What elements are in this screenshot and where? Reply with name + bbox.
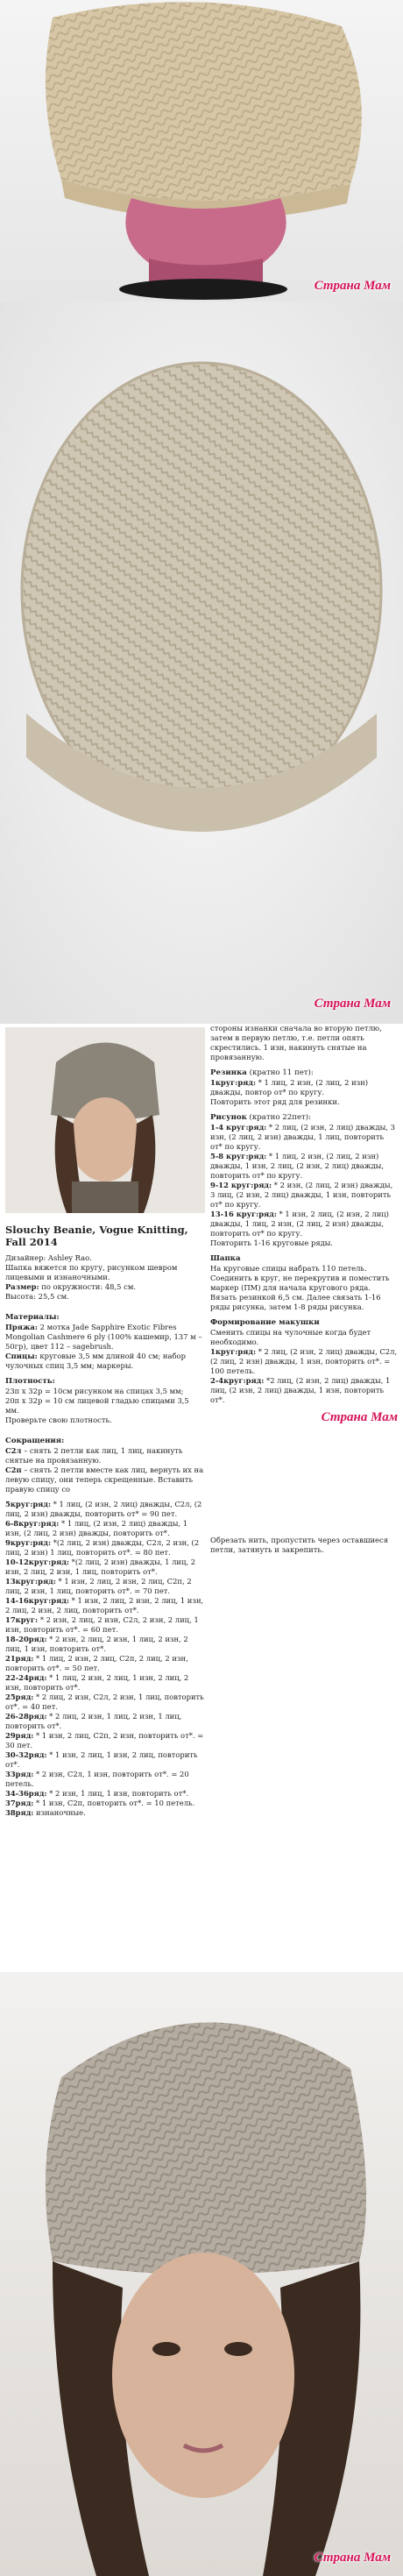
row-label: 18-20ряд: — [5, 1635, 47, 1643]
row-text: * 1 лиц, 2 изн, (2 лиц, 2 изн) дважды, 1 изн, 2 лиц, (2 изн, 2 лиц) дважды, повторить от* по кругу. — [210, 1152, 384, 1180]
row-instruction — [5, 1615, 205, 1635]
watermark-1: Страна Мам — [314, 279, 391, 293]
crown-text: Сменить спицы на чулочные когда будет необходимо. — [210, 1328, 371, 1346]
row-text: * 2 изн, С2л, 1 изн, повторить от*. = 20 петель. — [5, 1770, 189, 1788]
row-text: * 1 изн, 2 лиц, 2 изн, 2 лиц, С2п, 2 лиц, 2 изн, 1 лиц, повторить от*. = 70 пет. — [5, 1577, 192, 1595]
gauge-heading: Плотность: — [5, 1377, 55, 1386]
rib-row: 1круг:ряд: * 1 лиц, 2 изн, (2 лиц, 2 изн) дважды, повтор от* по кругу. — [210, 1078, 369, 1096]
row-text: * 1 лиц, (2 изн, 2 лиц) дважды, 1 изн, (2 лиц, 2 изн) дважды, повторить от*. — [5, 1519, 188, 1537]
row-instruction — [5, 1519, 205, 1538]
row-text: *(2 лиц, 2 изн) дважды, 1 лиц, 2 изн, 2 лиц, 2 изн, 1 лиц, повторить от*. — [5, 1558, 196, 1576]
designer: Дизайнер: Ashley Rao. — [5, 1253, 92, 1262]
row-label: 17круг: — [5, 1615, 39, 1624]
row-label: 34-36ряд: — [5, 1789, 47, 1798]
needles-line: Спицы: круговые 3,5 мм длиной 40 см; набор чулочных спиц 3,5 мм; маркеры. — [5, 1352, 186, 1370]
row-label: 13-16 круг:ряд: — [210, 1210, 277, 1218]
row-instruction — [5, 1596, 205, 1615]
row-instruction — [5, 1500, 205, 1519]
gauge-3: Проверьте свою плотность. — [5, 1416, 112, 1424]
pattern-left-column — [5, 1220, 205, 1818]
row-label: 5-8 круг:ряд: — [210, 1152, 267, 1160]
pattern-rows — [210, 1123, 398, 1238]
row-instruction — [5, 1789, 205, 1799]
row-text: *2 лиц, (2 изн, 2 лиц) дважды, 1 лиц, (2 изн, 2 лиц) дважды, 1 изн, повторить от*. — [210, 1376, 391, 1404]
row-text: * 2 изн, 1 лиц, 1 изн, повторить от*. — [46, 1789, 189, 1798]
row-instruction — [5, 1673, 205, 1692]
pattern-page — [0, 1024, 403, 1972]
photo-beanie-crown — [0, 302, 403, 1024]
watermark-4: Страна Мам — [314, 2551, 391, 2565]
row-text: * 2 лиц, 2 изн, С2л, 2 изн, 1 лиц, повторить от*. = 40 пет. — [5, 1692, 204, 1711]
row-instruction — [210, 1181, 398, 1210]
row-instruction — [5, 1808, 205, 1818]
watermark-2: Страна Мам — [314, 997, 391, 1011]
row-label: 5круг:ряд: — [5, 1500, 52, 1508]
row-instruction — [5, 1770, 205, 1789]
row-instruction — [5, 1692, 205, 1712]
size-line: Размер: по окружности: 48,5 см. — [5, 1282, 137, 1291]
row-text: * 1 изн, 2 лиц, С2п, 2 изн, повторить от*. = 30 пет. — [5, 1731, 204, 1749]
row-text: * 1 изн, С2п, повторить от*. = 10 петель. — [33, 1799, 195, 1807]
hat-heading: Шапка — [210, 1254, 241, 1263]
row-instruction — [5, 1635, 205, 1654]
photo-model — [5, 1027, 205, 1213]
row-label: 14-16круг:ряд: — [5, 1596, 69, 1605]
rib-repeat: Повторить этот ряд для резинки. — [210, 1097, 340, 1106]
row-label: 22-24ряд: — [5, 1673, 47, 1682]
row-instruction — [5, 1538, 205, 1558]
row-label: 38ряд: — [5, 1808, 34, 1817]
height-line: Высота: 25,5 см. — [5, 1292, 69, 1301]
finish-text: Обрезать нить, пропустить через оставшиеся петли, затянуть и закрепить. — [210, 1536, 388, 1554]
row-instruction — [5, 1750, 205, 1770]
row-text: * 1 лиц, (2 изн, 2 лиц) дважды, С2л, (2 лиц, 2 изн) дважды, повторить от* = 90 пет. — [5, 1500, 202, 1518]
row-text: изнаночные. — [33, 1808, 86, 1817]
row-text: * 1 изн, 2 лиц, 2 изн, 2 лиц, 1 изн, 2 лиц, 2 изн, 2 лиц, повторить от*. — [5, 1596, 204, 1614]
row-instruction — [5, 1577, 205, 1596]
continued-text: стороны изнанки сначала во вторую петлю, затем в первую петлю, т.е. петли опять скрестились. 1 изн, накинуть снятые на провязанную. — [210, 1024, 382, 1061]
row-label: 1круг:ряд: — [210, 1347, 257, 1356]
row-label: 33ряд: — [5, 1770, 34, 1778]
row-label: 21ряд: — [5, 1654, 34, 1663]
watermark-3: Страна Мам — [321, 1410, 398, 1424]
row-label: 9-12 круг:ряд: — [210, 1181, 272, 1189]
row-instruction — [5, 1654, 205, 1673]
row-text: * 1 изн, 2 лиц, (2 изн, 2 лиц) дважды, 1 лиц, 2 изн, (2 лиц, 2 изн) дважды, повторить от* по кругу. — [210, 1210, 389, 1238]
row-text: * 2 изн, 2 лиц, 2 изн, 1 лиц, 2 изн, 2 лиц, 1 изн, повторить от*. — [5, 1635, 188, 1653]
pattern-heading: Рисунок (кратно 22пет): — [210, 1113, 312, 1122]
row-text: * 2 изн, 2 лиц, 2 изн, С2л, 2 изн, 2 лиц, 1 изн, повторить от*. = 60 пет. — [5, 1615, 199, 1634]
row-instruction — [5, 1799, 205, 1808]
row-text: * 1 изн, 2 лиц, 1 изн, 2 лиц, повторить от*. — [5, 1750, 198, 1769]
row-text: * 2 лиц, (2 изн, 2 лиц) дважды, С2л, (2 лиц, 2 изн) дважды, 1 изн, повторить от*. = 100 петель. — [210, 1347, 398, 1375]
pattern-title: Slouchy Beanie, Vogue Knitting, Fall 2014 — [5, 1224, 188, 1248]
photo-model-wearing — [0, 1972, 403, 2576]
crown-rows — [210, 1347, 398, 1405]
rib-heading: Резинка (кратно 11 пет): — [210, 1068, 314, 1077]
abbr-c2l: С2п – снять 2 петли вместе как лиц, вернуть их на левую спицу, они теперь скрещенные. Вставить правую спицу со — [5, 1465, 204, 1494]
row-instruction — [210, 1123, 398, 1152]
intro: Шапка вяжется по кругу, рисунком шевром лицевыми и изнаночными. — [5, 1263, 178, 1281]
row-instruction — [210, 1210, 398, 1238]
row-text: * 1 лиц, 2 изн, 2 лиц, С2п, 2 лиц, 2 изн, повторить от*. = 50 пет. — [5, 1654, 188, 1672]
hat-text: На круговые спицы набрать 110 петель. Соединить в круг, не перекрутив и поместить маркер (ПМ) для начала кругового ряда. Вязать резинкой 6,5 см. Далее связать 1-16 ряды рисунка, затем 1-8 ряды рисунка. — [210, 1264, 390, 1311]
row-label: 2-4круг:ряд: — [210, 1376, 265, 1385]
photo-beanie-mannequin — [0, 0, 403, 302]
materials-heading: Материалы: — [5, 1313, 60, 1322]
row-instruction — [5, 1712, 205, 1731]
row-label: 29ряд: — [5, 1731, 34, 1740]
row-label: 6-8круг:ряд: — [5, 1519, 60, 1528]
row-text: * 2 лиц, 2 изн, 1 лиц, 2 изн, 1 лиц, повторить от*. — [5, 1712, 182, 1730]
pattern-right-column — [210, 1024, 398, 1555]
row-label: 10-12круг:ряд: — [5, 1558, 69, 1566]
row-label: 26-28ряд: — [5, 1712, 47, 1721]
row-label: 9круг:ряд: — [5, 1538, 52, 1547]
yarn-line: Пряжа: 2 мотка Jade Sapphire Exotic Fibres Mongolian Cashmere 6 ply (100% кашемир, 137 м – 50гр), цвет 112 – sagebrush. — [5, 1323, 202, 1351]
row-text: *(2 лиц, 2 изн) дважды, С2л, 2 изн, (2 лиц, 2 изн) 1 лиц, повторить от*. = 80 пет. — [5, 1538, 200, 1557]
row-label: 25ряд: — [5, 1692, 34, 1701]
row-instruction — [210, 1376, 398, 1405]
pattern-repeat: Повторить 1-16 круговые ряды. — [210, 1238, 334, 1247]
row-text: * 2 лиц, (2 изн, 2 лиц) дважды, 3 изн, (2 лиц, 2 изн) дважды, 1 лиц, повторить от* по кругу. — [210, 1123, 395, 1151]
row-label: 37ряд: — [5, 1799, 34, 1807]
row-label: 30-32ряд: — [5, 1750, 47, 1759]
row-label: 1-4 круг:ряд: — [210, 1123, 267, 1132]
gauge-1: 23п х 32р = 10см рисунком на спицах 3,5 мм; — [5, 1387, 184, 1395]
row-instruction — [5, 1558, 205, 1577]
abbr-heading: Сокращения: — [5, 1437, 65, 1445]
crown-heading: Формирование макушки — [210, 1318, 320, 1327]
row-label: 13круг:ряд: — [5, 1577, 56, 1586]
row-instruction — [5, 1731, 205, 1750]
row-instruction — [210, 1347, 398, 1376]
round-list — [5, 1500, 205, 1818]
gauge-2: 20п х 32р = 10 см лицевой гладью спицами 3,5 мм. — [5, 1396, 189, 1415]
abbr-c2r: С2л – снять 2 петли как лиц, 1 лиц, накинуть снятые на провязанную. — [5, 1446, 183, 1465]
row-text: * 2 изн, (2 лиц, 2 изн) дважды, 3 лиц, (2 изн, 2 лиц) дважды, 1 изн, повторить от* по кругу. — [210, 1181, 393, 1209]
row-instruction — [210, 1152, 398, 1181]
row-text: * 1 лиц, 2 изн, 2 лиц, 1 изн, 2 лиц, 2 изн, повторить от*. — [5, 1673, 189, 1692]
